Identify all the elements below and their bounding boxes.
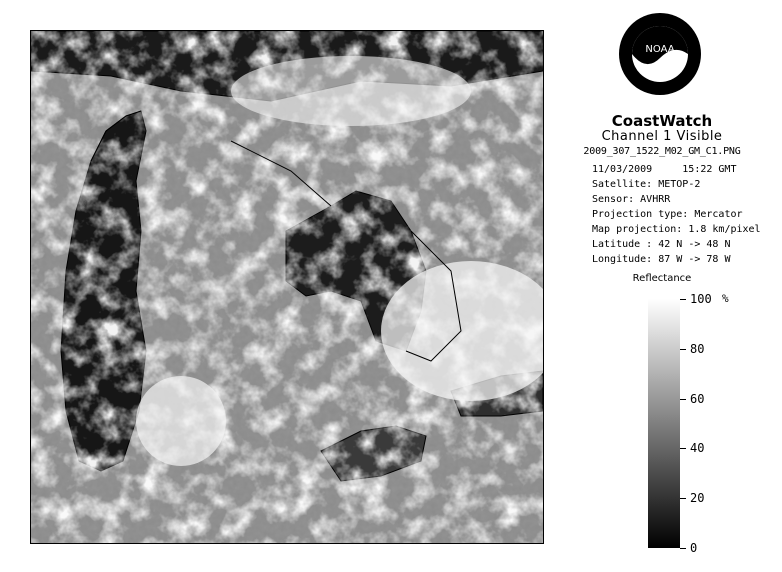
satellite-text: Satellite: METOP-2: [592, 179, 701, 190]
channel-subtitle: Channel 1 Visible: [601, 129, 723, 144]
time-text: 15:22 GMT: [682, 164, 737, 175]
longitude-text: Longitude: 87 W -> 78 W: [592, 254, 731, 265]
page-title: CoastWatch: [611, 112, 713, 130]
colorbar-tick-label: 100: [690, 292, 712, 306]
date-text: 11/03/2009: [592, 164, 653, 175]
metadata-block: [592, 162, 761, 267]
map-projection-text: Map projection: 1.8 km/pixel: [592, 224, 761, 235]
colorbar-tick-label: 0: [690, 541, 698, 555]
legend-unit: %: [722, 292, 729, 305]
noaa-logo-center-text: NOAA: [645, 44, 675, 55]
projection-type-text: Projection type: Mercator: [592, 209, 743, 220]
imagery-svg: [31, 31, 543, 543]
colorbar-tick-label: 20: [690, 491, 705, 505]
noaa-logo-icon: [618, 12, 702, 96]
latitude-text: Latitude : 42 N -> 48 N: [592, 239, 731, 250]
cloud-mass: [136, 376, 226, 466]
colorbar-tick-label: 40: [690, 441, 705, 455]
legend-title: Reflectance: [632, 273, 692, 284]
colorbar-ticks: [680, 292, 760, 555]
sensor-text: Sensor: AVHRR: [592, 194, 671, 205]
colorbar-tick-label: 60: [690, 392, 705, 406]
colorbar-tick-label: 80: [690, 342, 705, 356]
reflectance-colorbar: [648, 299, 680, 548]
datetime-row: [592, 162, 761, 177]
cloud-mass: [231, 56, 471, 126]
tick-marks: [680, 299, 690, 549]
file-name: 2009_307_1522_M02_GM_C1.PNG: [583, 146, 741, 157]
satellite-image: [30, 30, 544, 544]
noaa-logo: [618, 12, 702, 96]
